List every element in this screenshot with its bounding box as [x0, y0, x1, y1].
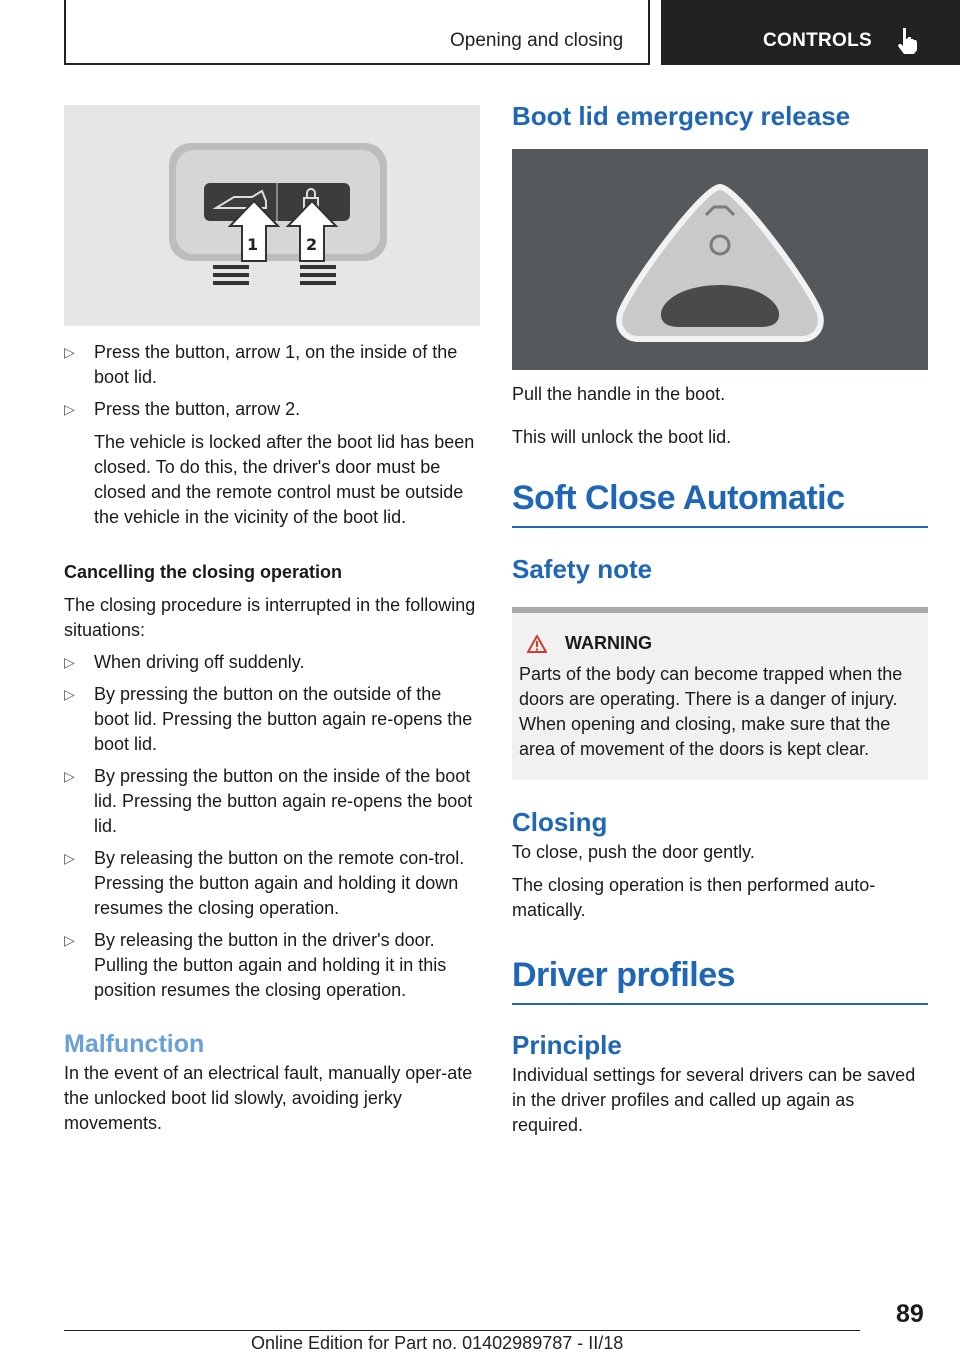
- cancel-heading: Cancelling the closing operation: [64, 562, 343, 582]
- boot-lid-buttons-illustration: [64, 105, 480, 326]
- warning-text: Parts of the body can become trapped when the doors are operating. There is a danger of injury. When opening and closing, make sure that the area of movement of the doors is kept clear.: [519, 664, 903, 759]
- triangle-bullet-icon: ▷: [64, 344, 75, 360]
- list-item: ▷ Press the button, arrow 2. The vehicle is locked after the boot lid has been closed. To do this, the driver's door must be closed and the remote control must be outside the vehicle in the vicinity of the boot lid.: [64, 397, 480, 530]
- emergency-handle-illustration: [512, 149, 928, 370]
- triangle-bullet-icon: ▷: [64, 686, 75, 702]
- malfunction-heading: Malfunction: [64, 1030, 205, 1058]
- warning-triangle-icon: [527, 635, 547, 653]
- steps-list: [64, 340, 480, 530]
- right-column: [512, 100, 928, 1138]
- soft-close-heading: Soft Close Automatic: [512, 479, 845, 517]
- heading-rule: [512, 1003, 928, 1005]
- list-item: ▷ By pressing the button on the outside of the boot lid. Pressing the button again re-opens the boot lid.: [64, 684, 473, 754]
- triangle-bullet-icon: ▷: [64, 932, 75, 948]
- header-left-rule: [64, 0, 66, 64]
- profiles-heading: Driver profiles: [512, 956, 736, 994]
- list-item: ▷ By releasing the button on the remote con-trol. Pressing the button again and holding it down resumes the closing operation.: [64, 848, 465, 918]
- list-item: ▷ By pressing the button on the inside of the boot lid. Pressing the button again re-opens the boot lid.: [64, 766, 473, 836]
- chapter-label: CONTROLS: [763, 30, 873, 51]
- arrow-1-label: 1: [247, 235, 259, 254]
- list-item: ▷ When driving off suddenly.: [64, 650, 480, 675]
- step2-detail: The vehicle is locked after the boot lid has been closed. To do this, the driver's door must be closed and the remote control must be outside the vehicle in the vicinity of the boot lid.: [94, 432, 475, 527]
- closing-heading: Closing: [512, 807, 608, 837]
- section-title: Opening and closing: [450, 30, 624, 51]
- principle-heading: Principle: [512, 1030, 622, 1060]
- safety-heading: Safety note: [512, 554, 653, 584]
- closing-p2: The closing operation is then performed auto-matically.: [512, 875, 876, 920]
- header-bottom-rule: [64, 63, 650, 65]
- warning-box: [512, 607, 928, 780]
- emergency-p1: Pull the handle in the boot.: [512, 384, 726, 404]
- left-column: [64, 105, 480, 1136]
- page-number: 89: [896, 1300, 924, 1328]
- header-separator: [648, 0, 650, 64]
- emergency-p2: This will unlock the boot lid.: [512, 427, 732, 447]
- triangle-bullet-icon: ▷: [64, 401, 75, 417]
- emergency-heading: Boot lid emergency release: [512, 101, 851, 131]
- list-item: ▷ By releasing the button in the driver's door. Pulling the button again and holding it in this position resumes the closing operation.: [64, 930, 447, 1000]
- triangle-bullet-icon: ▷: [64, 654, 75, 670]
- malfunction-text: In the event of an electrical fault, manually oper-ate the unlocked boot lid slowly, avoiding jerky movements.: [64, 1063, 473, 1133]
- cancel-list: [64, 650, 480, 1003]
- arrow-2-label: 2: [306, 235, 318, 254]
- list-item: ▷ Press the button, arrow 1, on the inside of the boot lid.: [64, 342, 458, 387]
- heading-rule: [512, 526, 928, 528]
- warning-label: WARNING: [565, 633, 652, 653]
- hand-pointing-icon: [894, 26, 920, 56]
- footer-rule: [64, 1330, 860, 1331]
- triangle-bullet-icon: ▷: [64, 768, 75, 784]
- footer-edition: Online Edition for Part no. 01402989787 - II/18: [251, 1333, 624, 1353]
- cancel-intro: The closing procedure is interrupted in the following situations:: [64, 595, 476, 640]
- closing-p1: To close, push the door gently.: [512, 842, 755, 862]
- principle-text: Individual settings for several drivers can be saved in the driver profiles and called up again as required.: [512, 1065, 916, 1135]
- triangle-bullet-icon: ▷: [64, 850, 75, 866]
